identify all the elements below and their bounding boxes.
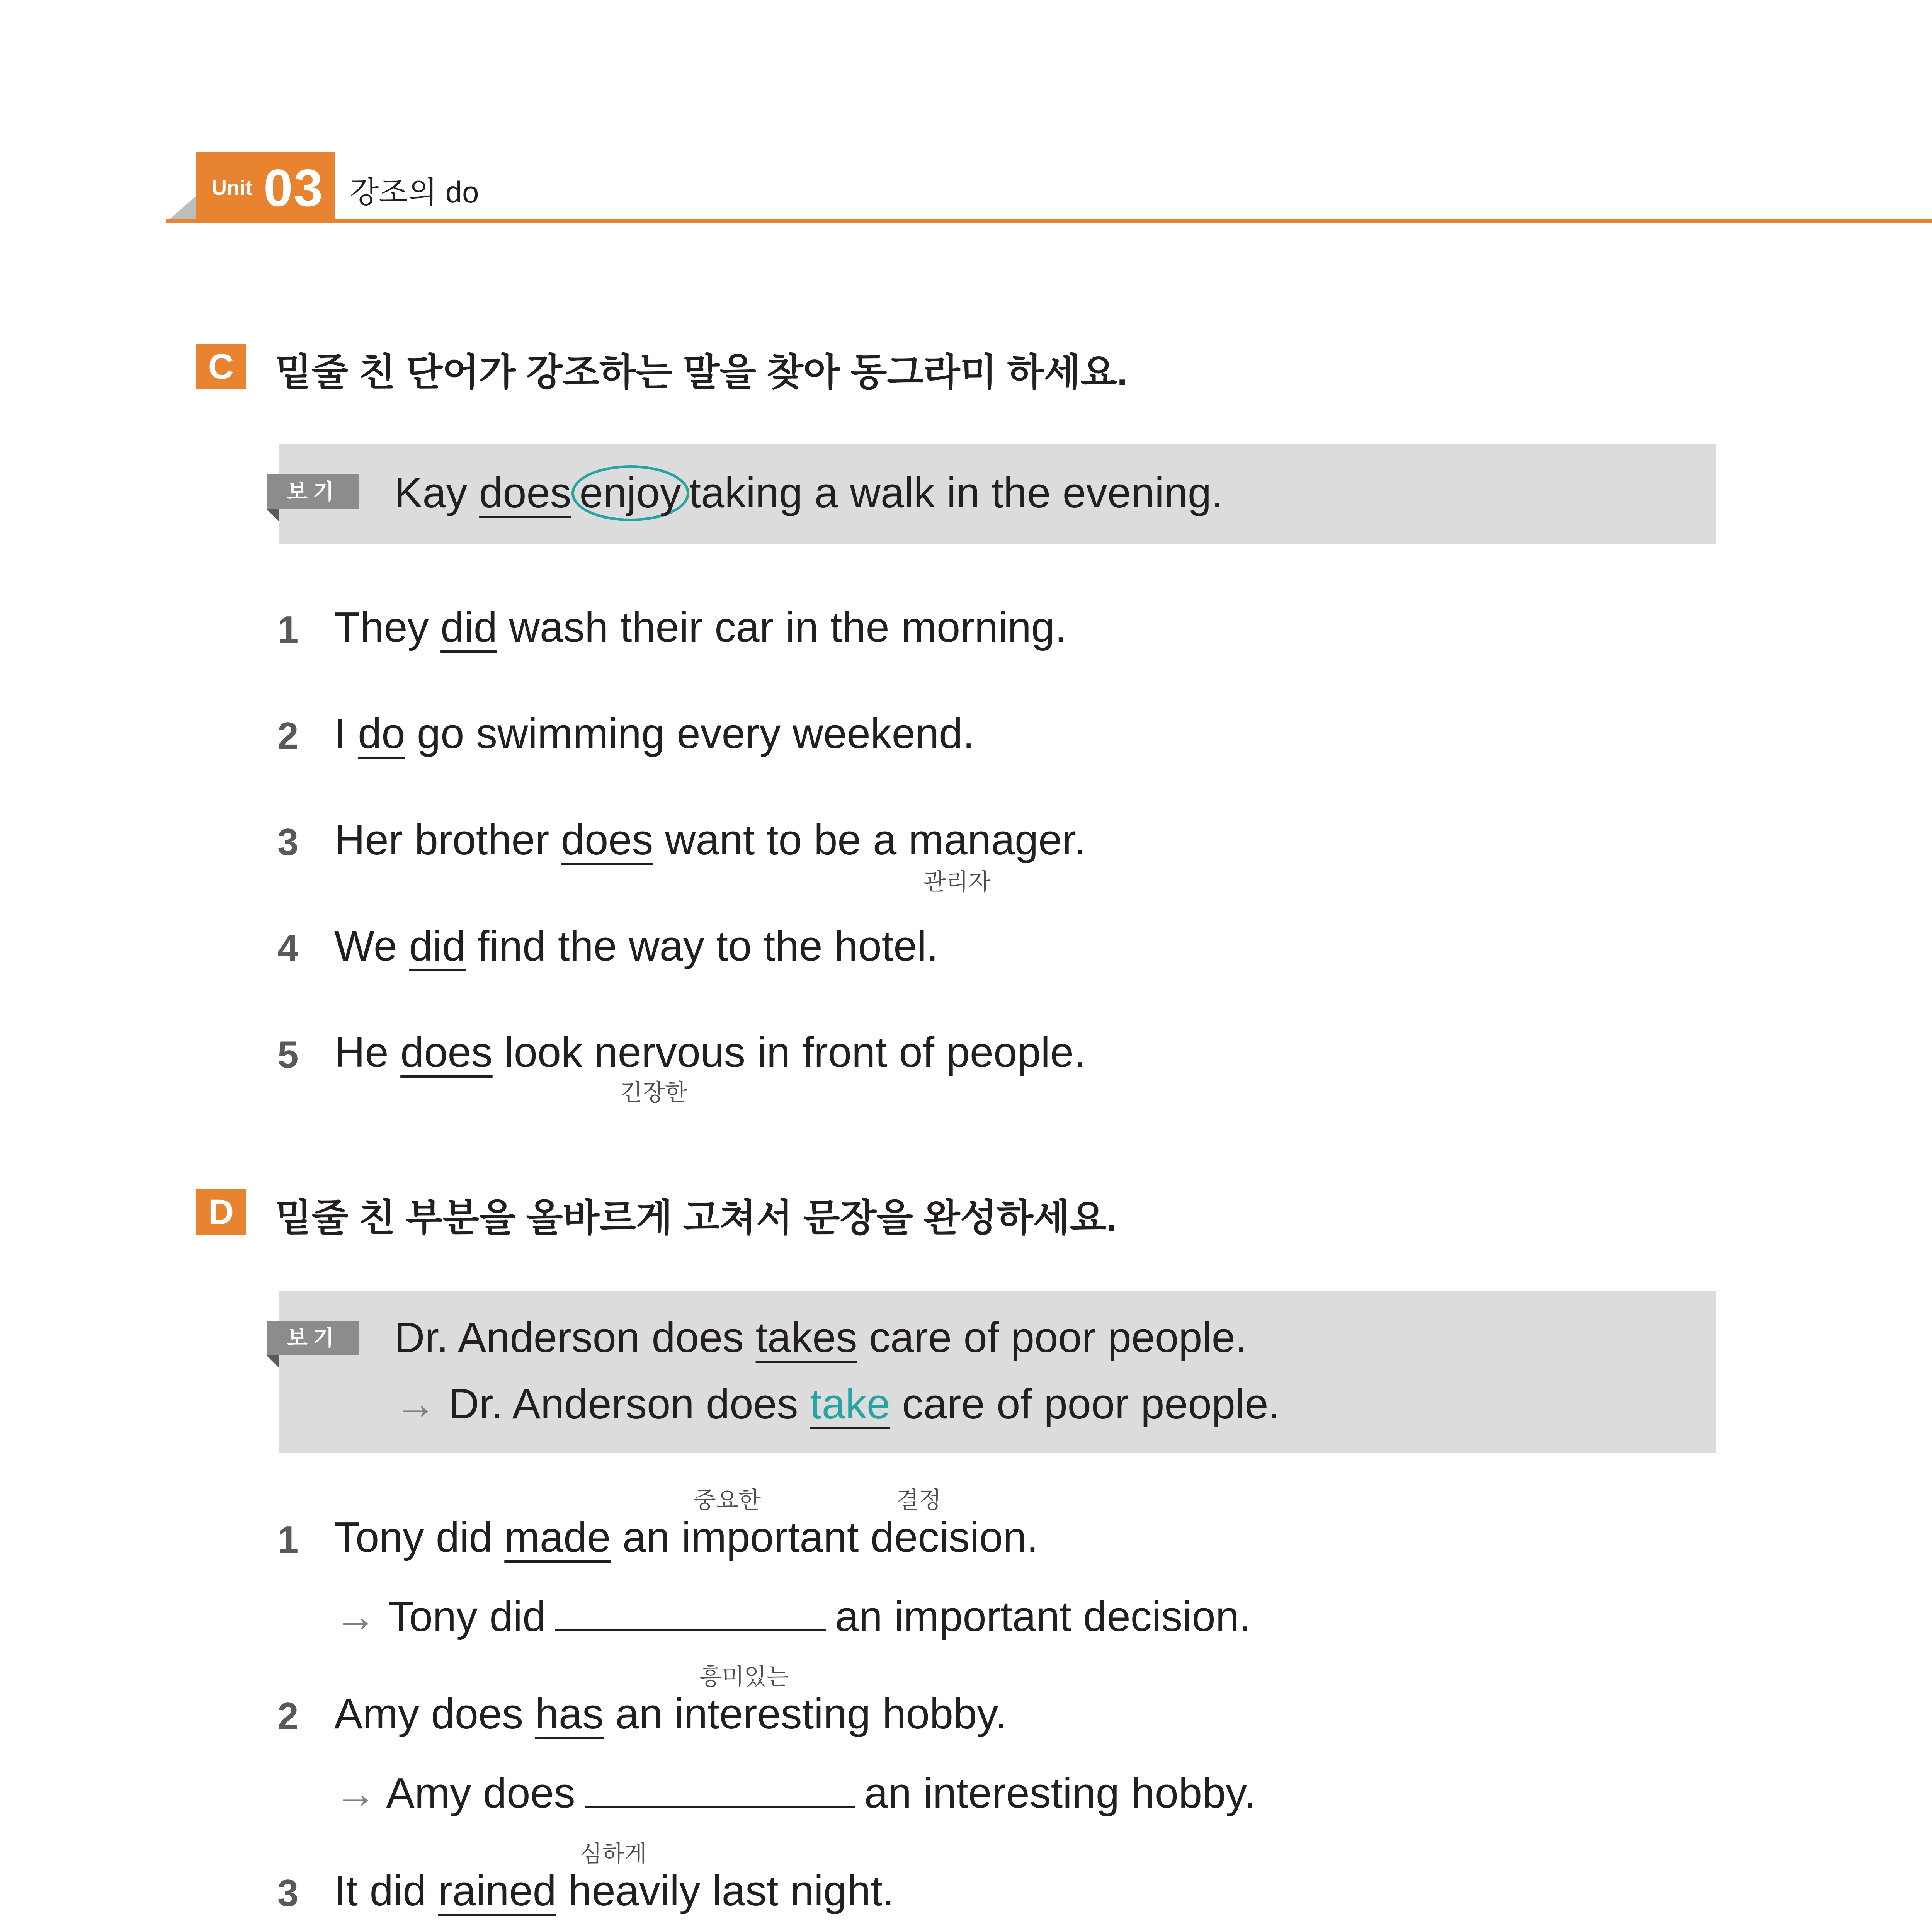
arrow-icon: → — [334, 1593, 377, 1640]
list-item: It did rained heavily last night. — [334, 1867, 895, 1915]
gloss-note: 흥미있는 — [699, 1664, 789, 1690]
list-item: Amy does has an interesting hobby. — [334, 1690, 1007, 1738]
item-number: 1 — [277, 608, 299, 651]
answer-blank[interactable] — [555, 1598, 826, 1631]
item-number: 3 — [277, 1872, 299, 1914]
underlined-word: does — [561, 816, 653, 864]
arrow-icon: → — [334, 1769, 377, 1817]
example-text: Kay — [394, 469, 480, 517]
gloss-note: 심하게 — [580, 1841, 647, 1867]
item-number: 4 — [277, 927, 299, 969]
underlined-word: did — [440, 604, 497, 651]
list-item: He does look nervous in front of people. — [334, 1029, 1086, 1076]
example-label: 보기 — [267, 1321, 359, 1355]
unit-title: 강조의 do — [350, 175, 479, 209]
section-d-instruction: 밑줄 친 부분을 올바르게 고쳐서 문장을 완성하세요. — [275, 1196, 1117, 1239]
example-label: 보기 — [267, 474, 359, 509]
header-rule — [166, 219, 1932, 223]
list-item: We did find the way to the hotel. — [334, 922, 939, 970]
list-item: Tony did made an important decision. — [334, 1514, 1039, 1561]
gloss-note: 중요한 — [694, 1487, 761, 1513]
answer-blank[interactable] — [585, 1775, 855, 1808]
header-corner-shape — [166, 195, 197, 222]
item-number: 2 — [277, 714, 299, 757]
list-item: Her brother does want to be a manager. — [334, 816, 1086, 864]
item-number: 2 — [277, 1695, 299, 1737]
item-number: 3 — [277, 821, 299, 863]
section-d-badge: D — [196, 1189, 246, 1235]
section-d-example-line2: → Dr. Anderson does take care of poor people. — [394, 1380, 1281, 1428]
underlined-word: has — [535, 1690, 604, 1738]
gloss-note: 결정 — [896, 1487, 941, 1513]
section-d-example-line1: Dr. Anderson does takes care of poor people. — [394, 1314, 1247, 1361]
underlined-word: takes — [755, 1314, 857, 1361]
example-emphasis: does — [479, 469, 571, 517]
corrected-word: take — [810, 1380, 891, 1428]
arrow-icon: → — [394, 1380, 437, 1428]
example-text: taking a walk in the evening. — [689, 469, 1223, 517]
underlined-word: did — [409, 922, 466, 970]
section-c-badge: C — [196, 344, 246, 389]
underlined-word: rained — [438, 1867, 556, 1915]
underlined-word: do — [358, 710, 405, 757]
underlined-word: does — [400, 1029, 493, 1076]
gloss-note: 긴장한 — [620, 1080, 687, 1105]
example-circled-word: enjoy — [571, 465, 689, 521]
underlined-word: made — [504, 1514, 611, 1561]
answer-line: → Tony did an important decision. — [334, 1593, 1251, 1640]
section-c-example-sentence — [394, 468, 1223, 517]
list-item: I do go swimming every weekend. — [334, 710, 975, 757]
list-item: They did wash their car in the morning. — [334, 604, 1067, 651]
gloss-note: 관리자 — [923, 869, 991, 895]
item-number: 1 — [277, 1518, 299, 1561]
unit-number: 03 — [264, 158, 324, 217]
answer-line: → Amy does an interesting hobby. — [334, 1769, 1256, 1817]
unit-label: Unit — [212, 176, 252, 199]
item-number: 5 — [277, 1033, 299, 1076]
example-label-fold — [267, 1355, 279, 1368]
example-label-fold — [267, 509, 279, 522]
section-c-instruction: 밑줄 친 단어가 강조하는 말을 찾아 동그라미 하세요. — [275, 351, 1128, 393]
